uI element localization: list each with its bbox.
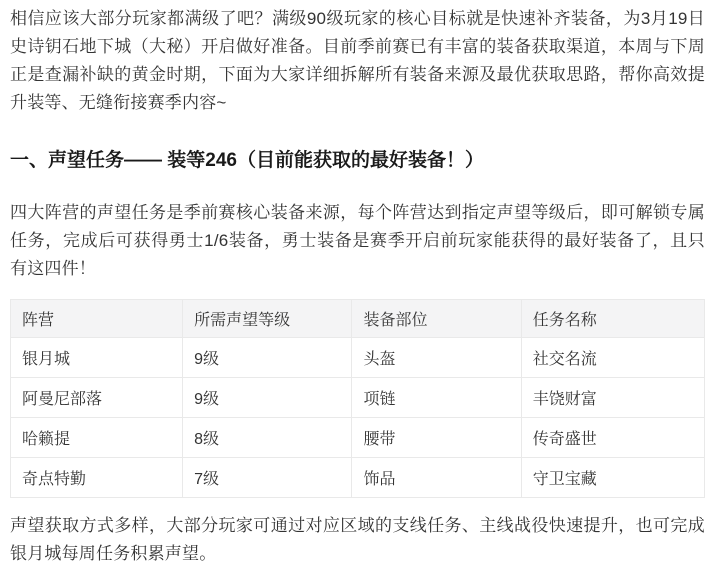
section-paragraph: 四大阵营的声望任务是季前赛核心装备来源，每个阵营达到指定声望等级后，即可解锁专属任务，完成后可获得勇士1/6装备，勇士装备是赛季开启前玩家能获得的最好装备了，且只有这四件！: [10, 203, 705, 278]
table-cell-rep-level: 8级: [183, 418, 352, 458]
table-cell-rep-level: 9级: [183, 378, 352, 418]
table-cell-rep-level: 9级: [183, 338, 352, 378]
intro-paragraph: 相信应该大部分玩家都满级了吧？满级90级玩家的核心目标就是快速补齐装备，为3月19日史诗钥石地下城（大秘）开启做好准备。目前季前赛已有丰富的装备获取渠道，本周与下周正是查漏补缺的黄金时期，下面为大家详细拆解所有装备来源及最优获取思路，帮你高效提升装等、无缝衔接赛季内容~: [10, 9, 705, 112]
table-cell-gear-slot: 饰品: [352, 458, 521, 498]
table-cell-faction: 阿曼尼部落: [11, 378, 183, 418]
table-header-faction: 阵营: [11, 300, 183, 338]
section-heading: 一、声望任务—— 装等246（目前能获取的最好装备！）: [10, 150, 484, 171]
table-header-rep-level: 所需声望等级: [183, 300, 352, 338]
table-cell-gear-slot: 项链: [352, 378, 521, 418]
table-row: [11, 418, 705, 458]
table-cell-quest-name: 丰饶财富: [521, 378, 704, 418]
table-header-row: [11, 300, 705, 338]
table-header-gear-slot: 装备部位: [352, 300, 521, 338]
closing-paragraph: 声望获取方式多样，大部分玩家可通过对应区域的支线任务、主线战役快速提升，也可完成银月城每周任务积累声望。: [10, 516, 705, 563]
table-cell-faction: 银月城: [11, 338, 183, 378]
table-cell-faction: 哈籁提: [11, 418, 183, 458]
table-cell-gear-slot: 头盔: [352, 338, 521, 378]
table-cell-quest-name: 社交名流: [521, 338, 704, 378]
table-row: [11, 458, 705, 498]
table-header-quest-name: 任务名称: [521, 300, 704, 338]
reputation-table: [10, 299, 705, 498]
table-row: [11, 378, 705, 418]
table-cell-faction: 奇点特勤: [11, 458, 183, 498]
table-cell-quest-name: 守卫宝藏: [521, 458, 704, 498]
table-row: [11, 338, 705, 378]
table-cell-gear-slot: 腰带: [352, 418, 521, 458]
table-cell-rep-level: 7级: [183, 458, 352, 498]
table-cell-quest-name: 传奇盛世: [521, 418, 704, 458]
